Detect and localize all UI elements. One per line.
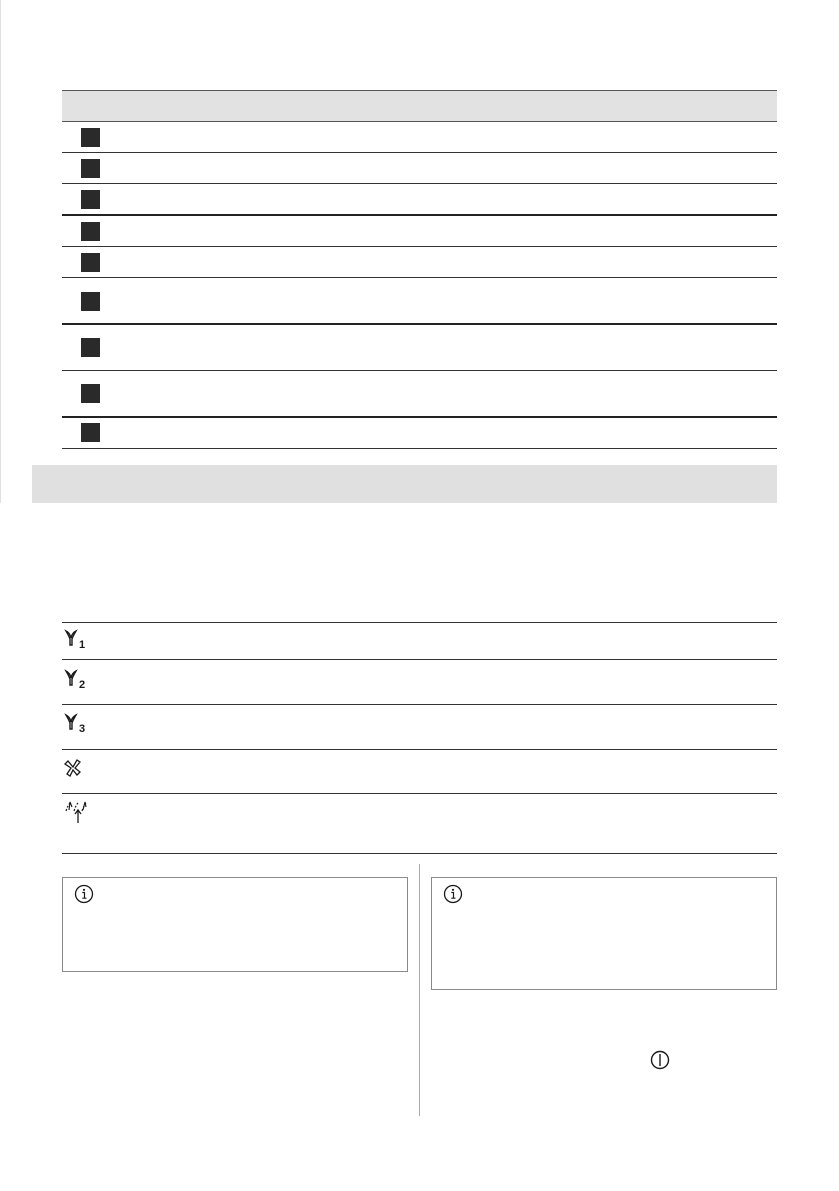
row-marker-square — [81, 128, 100, 147]
row-divider — [62, 183, 777, 184]
row-divider — [62, 749, 777, 750]
row-divider — [62, 704, 777, 705]
row-divider — [62, 448, 777, 449]
page-corner-mark — [0, 0, 32, 503]
info-icon — [443, 884, 463, 904]
row-divider — [62, 323, 777, 325]
row-marker-square — [81, 423, 100, 442]
info-note-right — [431, 877, 777, 990]
row-marker-square — [81, 159, 100, 178]
power-icon — [650, 1049, 670, 1071]
fan-boost-icon — [62, 756, 92, 780]
row-divider — [62, 152, 777, 153]
fan-speed-subscript: 2 — [79, 679, 86, 691]
row-marker-square — [81, 253, 100, 272]
table-header — [62, 90, 777, 122]
info-icon — [74, 884, 94, 904]
fan-speed-1-icon — [62, 628, 92, 652]
section-heading-band — [32, 465, 777, 503]
fan-speed-2-icon — [62, 668, 92, 692]
row-marker-square — [81, 222, 100, 241]
row-divider — [62, 277, 777, 278]
row-divider — [62, 416, 777, 418]
row-marker-square — [81, 338, 100, 357]
row-divider — [62, 622, 777, 623]
row-divider — [62, 793, 777, 794]
steam-rising-icon — [62, 799, 92, 825]
row-divider — [62, 214, 777, 216]
column-divider — [419, 864, 420, 1116]
fan-speed-3-icon — [62, 712, 92, 736]
row-marker-square — [81, 384, 100, 403]
row-divider — [62, 853, 777, 854]
row-marker-square — [81, 292, 100, 311]
fan-speed-subscript: 1 — [79, 639, 86, 651]
fan-speed-subscript: 3 — [79, 723, 86, 735]
row-divider — [62, 370, 777, 371]
row-divider — [62, 246, 777, 247]
row-marker-square — [81, 190, 100, 209]
info-note-left — [62, 877, 408, 972]
row-divider — [62, 659, 777, 660]
